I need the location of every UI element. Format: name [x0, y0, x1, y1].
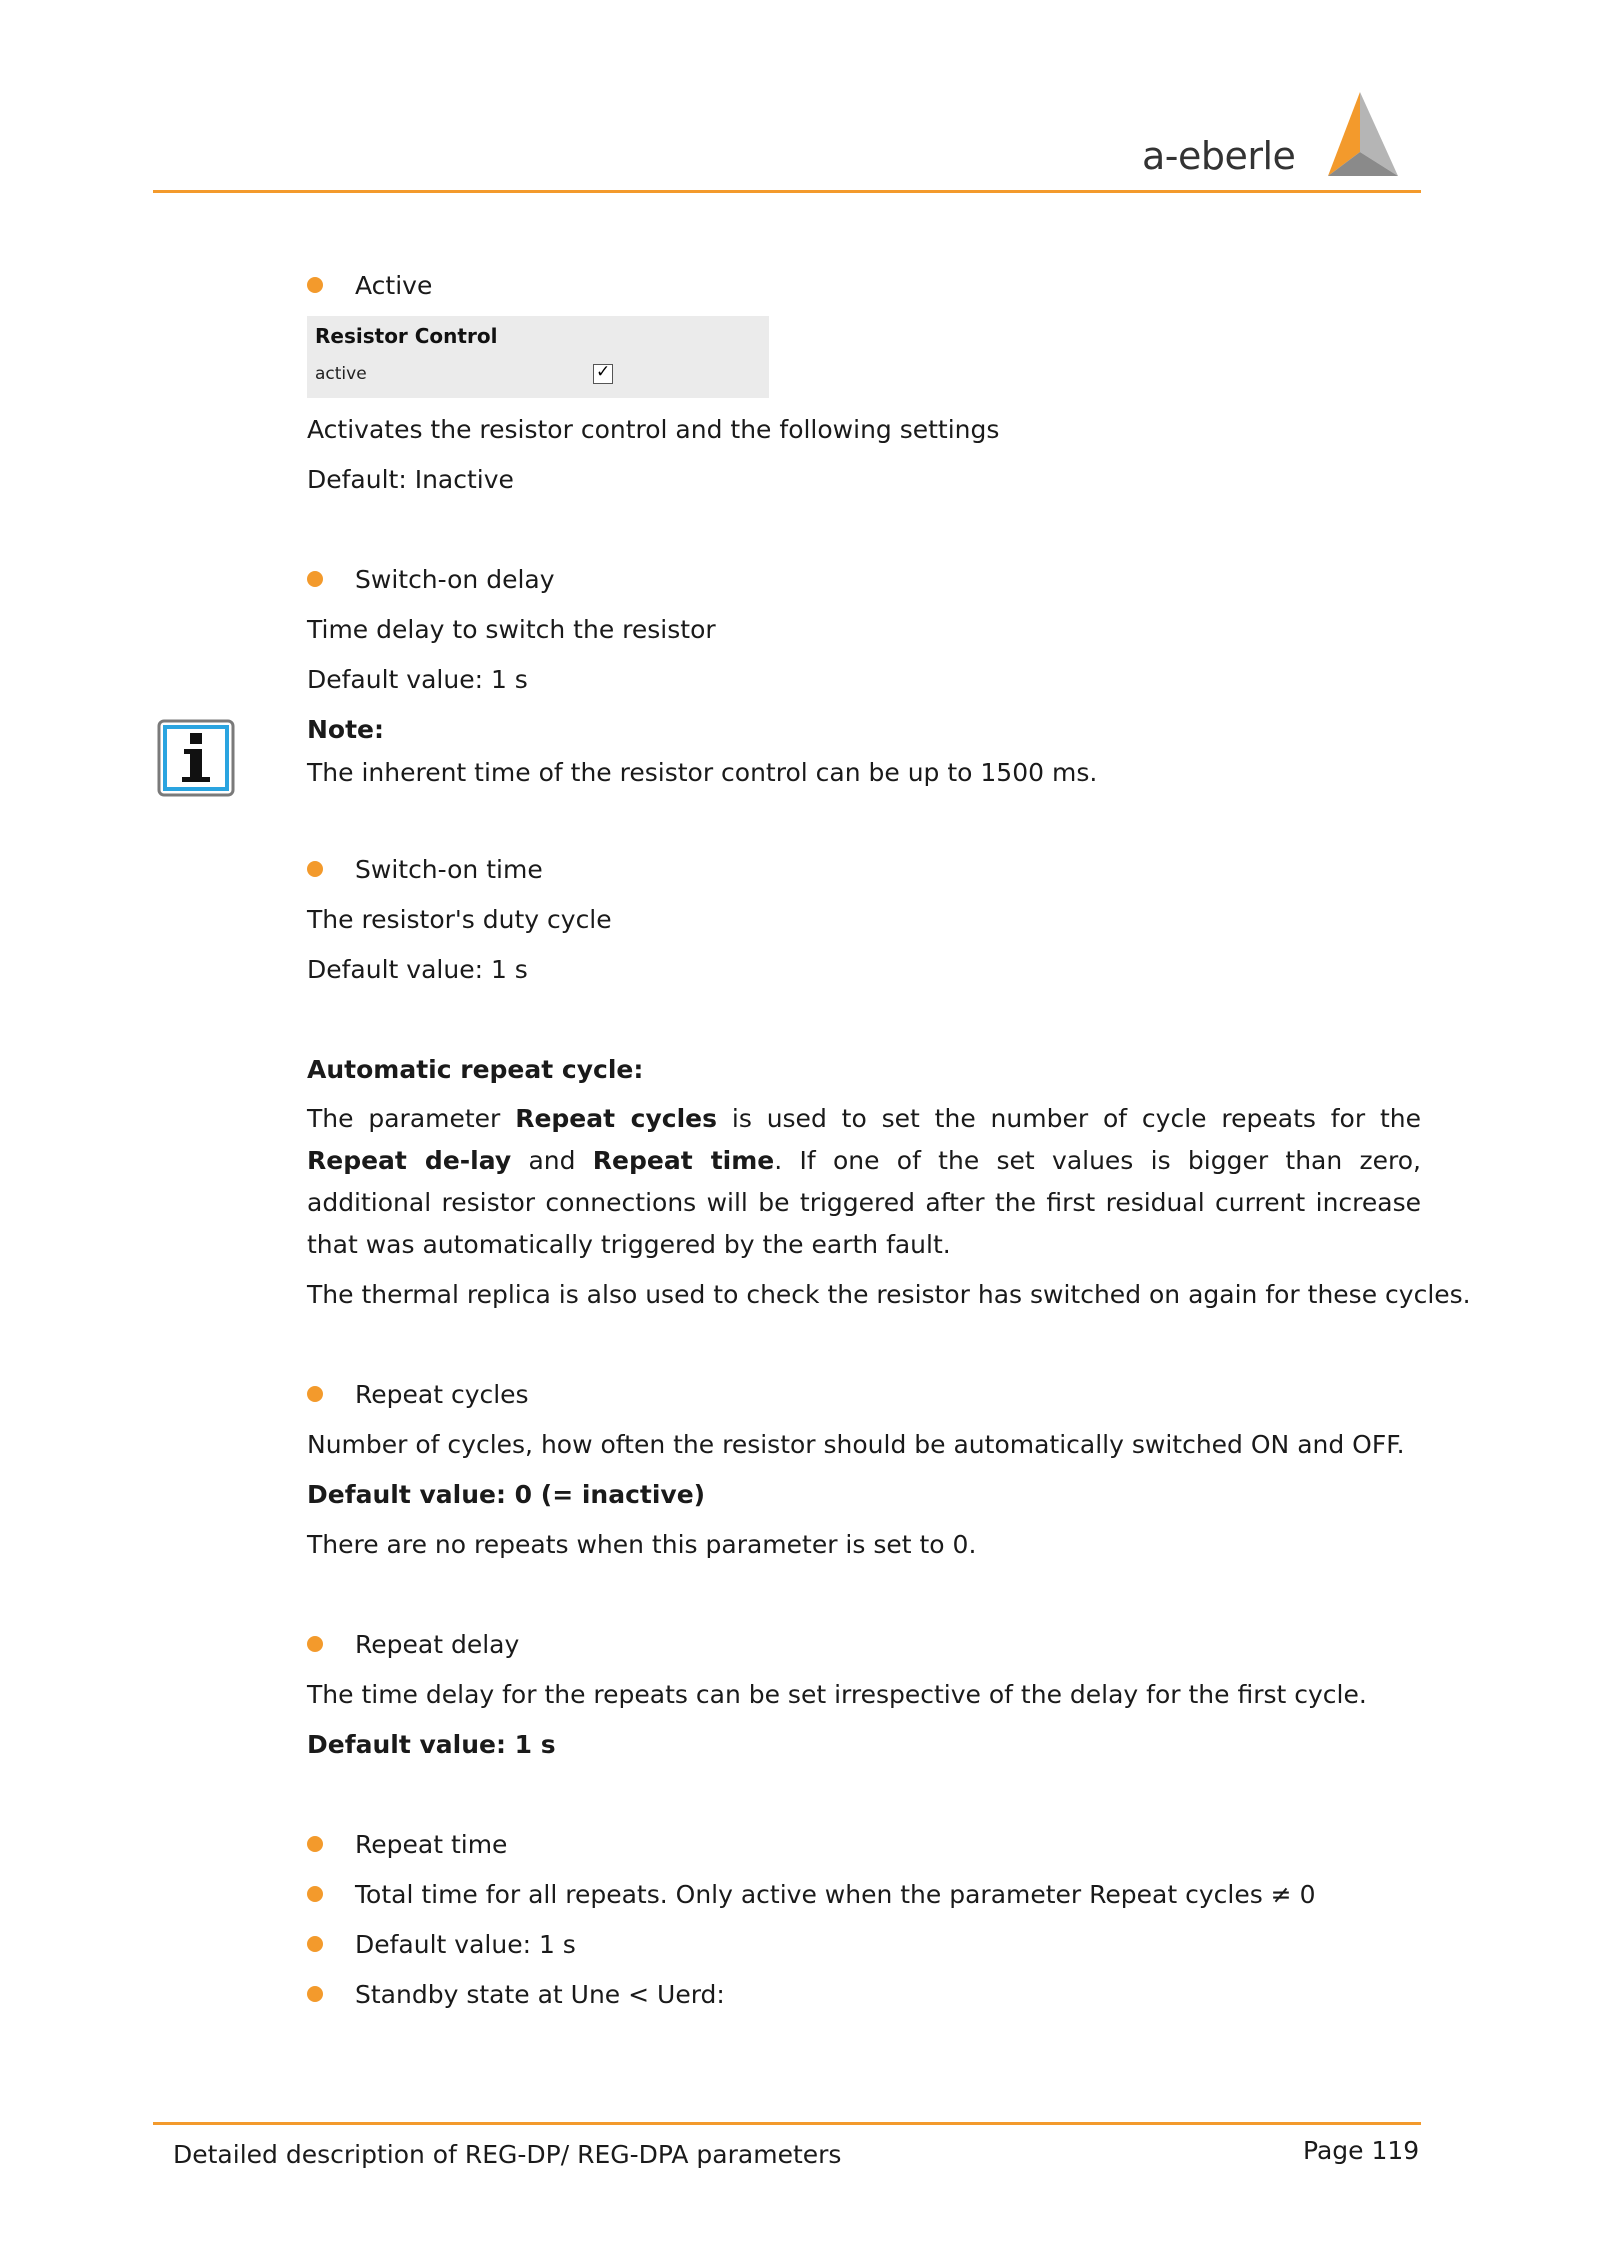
switch-on-delay-desc: Time delay to switch the resistor — [307, 615, 716, 644]
bullet-icon — [307, 1936, 323, 1952]
auto-repeat-heading: Automatic repeat cycle: — [307, 1055, 644, 1084]
header-rule — [153, 190, 1421, 193]
active-label: active — [315, 364, 367, 384]
auto-repeat-thermal: The thermal replica is also used to check the resistor has switched on again for these cycles. — [307, 1280, 1471, 1309]
repeat-delay-default: Default value: 1 s — [307, 1730, 556, 1759]
note-label: Note: — [307, 715, 385, 744]
repeat-delay-desc: The time delay for the repeats can be set irrespective of the delay for the first cycle. — [307, 1680, 1367, 1709]
repeat-cycles-note: There are no repeats when this parameter is set to 0. — [307, 1530, 977, 1559]
auto-repeat-paragraph: The parameter Repeat cycles is used to set the number of cycle repeats for the Repeat de-lay and Repeat time. If one of the set values is bigger than zero, additional resistor connections will be triggered after the first residual current increase that was automatically triggered by the earth fault. — [307, 1104, 1421, 1259]
footer-title: Detailed description of REG-DP/ REG-DPA parameters — [173, 2140, 842, 2169]
bullet-icon — [307, 571, 323, 587]
bullet-icon — [307, 1886, 323, 1902]
bullet-icon — [307, 277, 323, 293]
switch-on-delay-default: Default value: 1 s — [307, 665, 528, 694]
bullet-icon — [307, 861, 323, 877]
logo-text: a-eberle — [1142, 134, 1296, 178]
repeat-cycles-default: Default value: 0 (= inactive) — [307, 1480, 706, 1509]
active-desc: Activates the resistor control and the following settings — [307, 415, 1000, 444]
resistor-control-panel — [307, 316, 769, 398]
page-number: Page 119 — [1303, 2136, 1420, 2165]
note-text: The inherent time of the resistor control can be up to 1500 ms. — [307, 758, 1098, 787]
panel-title: Resistor Control — [315, 324, 498, 348]
switch-on-time-desc: The resistor's duty cycle — [307, 905, 612, 934]
active-default: Default: Inactive — [307, 465, 514, 494]
repeat-cycles-desc: Number of cycles, how often the resistor should be automatically switched ON and OFF. — [307, 1430, 1405, 1459]
bullet-icon — [307, 1386, 323, 1402]
logo-triangle-icon — [1308, 90, 1408, 180]
bullet-icon — [307, 1636, 323, 1652]
check-icon: ✓ — [596, 362, 611, 382]
bullet-icon — [307, 1986, 323, 2002]
footer-rule — [153, 2122, 1421, 2125]
info-icon — [157, 719, 235, 797]
active-checkbox[interactable] — [593, 364, 613, 384]
switch-on-time-default: Default value: 1 s — [307, 955, 528, 984]
bullet-icon — [307, 1836, 323, 1852]
